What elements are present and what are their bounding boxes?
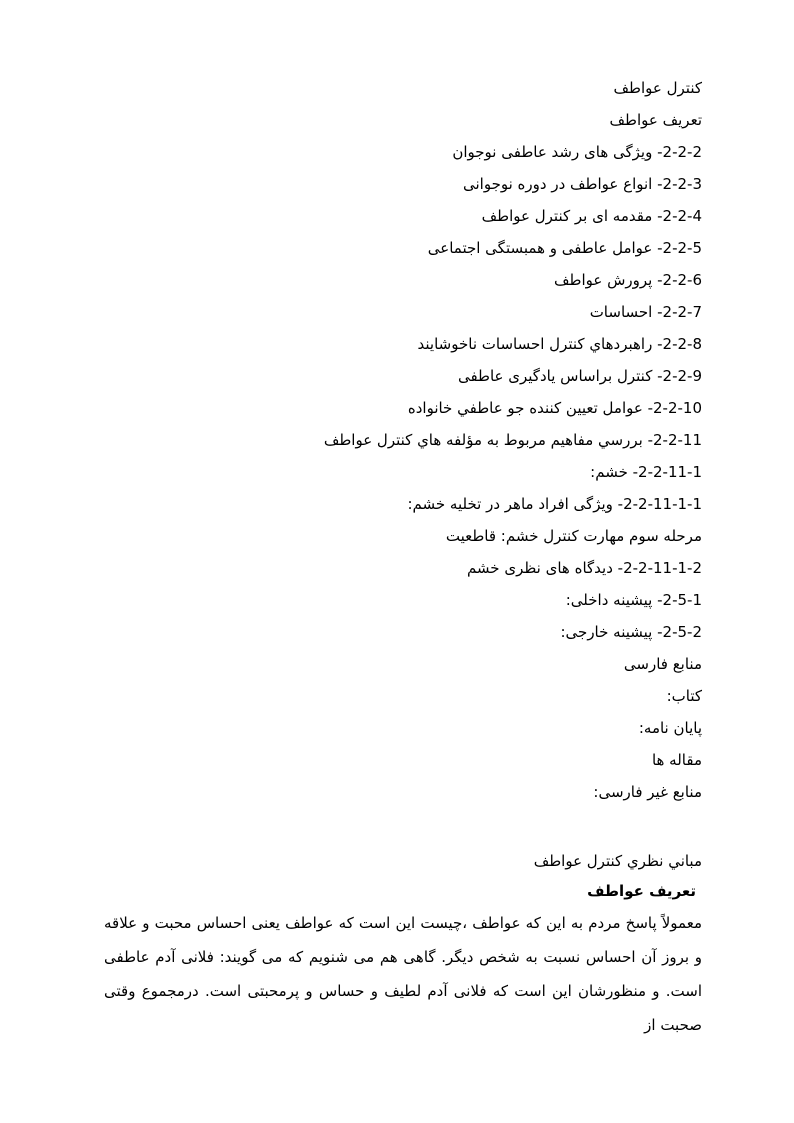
- toc-entry: 2-2-11-1-2- دیدگاه های نظری خشم: [466, 559, 702, 577]
- toc-entry: 2-2-3- انواع عواطف در دوره نوجوانی: [462, 175, 702, 193]
- toc-entry: پایان نامه:: [638, 719, 702, 737]
- toc-entry: کتاب:: [666, 687, 702, 705]
- toc-entry: منابع غیر فارسی:: [593, 783, 702, 801]
- toc-entry: 2-2-10- عوامل تعيين كننده جو عاطفي خانواده: [407, 399, 702, 417]
- toc-entry: مقاله ها: [651, 751, 702, 769]
- toc-entry: منابع فارسی: [623, 655, 702, 673]
- toc-entry: 2-2-8- راهبردهاي كنترل احساسات ناخوشايند: [417, 335, 702, 353]
- toc-entry: مرحله سوم مهارت کنترل خشم: قاطعیت: [445, 527, 702, 545]
- table-of-contents: [0, 72, 702, 808]
- section-subheading: تعریف عواطف: [587, 882, 696, 900]
- toc-entry: 2-2-11- بررسي مفاهيم مربوط به مؤلفه هاي كنترل عواطف: [323, 431, 702, 449]
- toc-entry: 2-5-1- پیشینه داخلی:: [565, 591, 702, 609]
- toc-entry: 2-2-6- پرورش عواطف: [554, 271, 702, 289]
- toc-title: کنترل عواطف: [613, 79, 702, 97]
- toc-entry: 2-2-2- ویژگی های رشد عاطفی نوجوان: [452, 143, 702, 161]
- toc-entry: 2-2-7- احساسات: [589, 303, 702, 321]
- toc-entry: تعریف عواطف: [609, 111, 702, 129]
- toc-entry: 2-2-9- کنترل براساس یادگیری عاطفی: [457, 367, 702, 385]
- body-paragraph: معمولاً پاسخ مردم به این که عواطف ،چیست این است که عواطف یعنی احساس محبت و علاقه و بروز آن احساس نسبت به شخص دیگر. گاهی هم می شنویم که می گویند: فلانی آدم عاطفی است. و منظورشان این است که فلانی آدم لطیف و حساس و پرمحبتی است. درمجموع وقتی صحبت از: [104, 914, 702, 1034]
- section-heading: مباني نظري كنترل عواطف: [533, 852, 702, 870]
- toc-entry: 2-2-4- مقدمه ای بر کنترل عواطف: [481, 207, 702, 225]
- toc-entry: 2-2-5- عوامل عاطفی و همبستگی اجتماعی: [427, 239, 702, 257]
- toc-entry: 2-5-2- پیشینه خارجی:: [560, 623, 702, 641]
- body-section: [104, 846, 702, 1057]
- toc-entry: 2-2-11-1-1- ویژگی افراد ماهر در تخلیه خشم:: [407, 495, 702, 513]
- toc-entry: 2-2-11-1- خشم:: [590, 463, 702, 481]
